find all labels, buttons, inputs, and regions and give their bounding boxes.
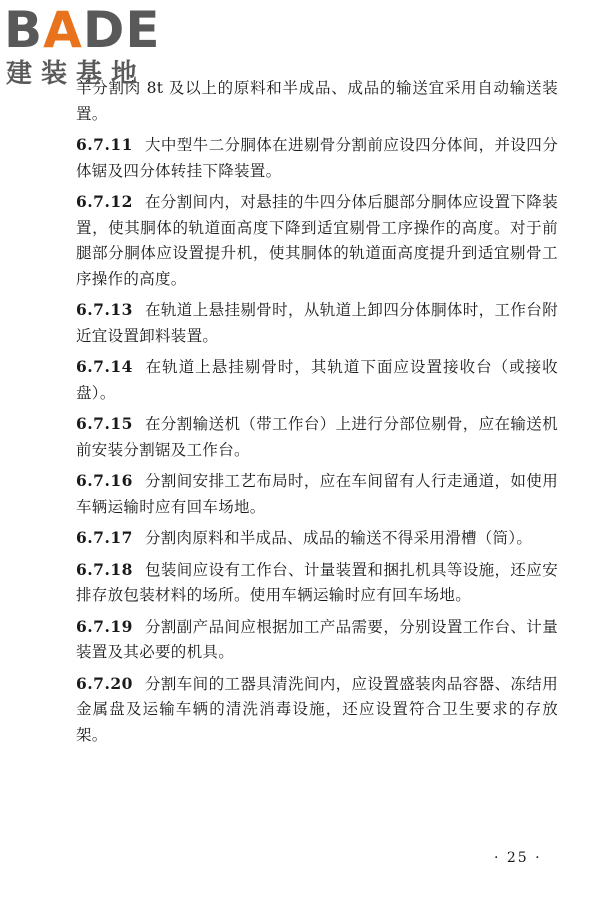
clause-number: 6.7.13 — [76, 300, 133, 319]
clause-number: 6.7.18 — [76, 559, 133, 579]
clause-text: 包装间应设有工作台、计量装置和捆扎机具等设施，还应安排存放包装材料的场所。使用车辆运输时应有回车场地。 — [76, 560, 558, 604]
clause-paragraph — [76, 525, 558, 552]
clause-text: 在轨道上悬挂剔骨时，其轨道下面应设置接收台（或接收盘）。 — [76, 358, 558, 402]
clause-paragraph — [76, 132, 558, 184]
clause-text: 分割间安排工艺布局时，应在车间留有人行走通道，如使用车辆运输时应有回车场地。 — [76, 472, 558, 516]
document-body — [76, 76, 558, 753]
clause-text: 大中型牛二分胴体在进剔骨分割前应设四分体间，并设四分体锯及四分体转挂下降装置。 — [76, 136, 558, 180]
logo-wordmark: BADE — [4, 1, 161, 59]
clause-text: 分割副产品间应根据加工产品需要，分别设置工作台、计量装置及其必要的机具。 — [76, 617, 558, 661]
clause-paragraph — [76, 411, 558, 463]
clause-paragraph — [76, 614, 558, 666]
clause-text: 分割车间的工器具清洗间内，应设置盛装肉品容器、冻结用金属盘及运输车辆的清洗消毒设施，还应设置符合卫生要求的存放架。 — [76, 674, 558, 744]
clause-text: 分割肉原料和半成品、成品的输送不得采用滑槽（筒）。 — [144, 529, 533, 547]
clause-number: 6.7.11 — [76, 135, 133, 154]
clause-paragraph — [76, 297, 558, 349]
clause-text: 在分割间内，对悬挂的牛四分体后腿部分胴体应设置下降装置，使其胴体的轨道面高度下降到适宜剔骨工序操作的高度。对于前腿部分胴体应设置提升机，使其胴体的轨道面高度提升到适宜剔骨工序操作的高度。 — [76, 193, 558, 288]
clause-number: 6.7.19 — [76, 616, 133, 636]
clause-number: 6.7.20 — [76, 673, 133, 693]
clause-paragraph — [76, 354, 558, 406]
clause-number: 6.7.14 — [76, 357, 133, 376]
clause-number: 6.7.12 — [76, 192, 133, 211]
lead-paragraph: 羊分割肉 8t 及以上的原料和半成品、成品的输送宜采用自动输送装置。 — [76, 79, 558, 123]
clause-paragraph — [76, 557, 558, 609]
clause-paragraph — [76, 671, 558, 749]
bade-logo — [4, 2, 176, 94]
clause-paragraph — [76, 468, 558, 520]
page-number: · 25 · — [494, 850, 542, 866]
clause-number: 6.7.16 — [76, 471, 133, 490]
clause-list — [76, 132, 558, 748]
clause-text: 在轨道上悬挂剔骨时，从轨道上卸四分体胴体时，工作台附近宜设置卸料装置。 — [76, 301, 558, 345]
clause-paragraph — [76, 189, 558, 292]
clause-text: 在分割输送机（带工作台）上进行分部位剔骨，应在输送机前安装分割锯及工作台。 — [76, 415, 558, 459]
clause-number: 6.7.17 — [76, 528, 133, 547]
clause-number: 6.7.15 — [76, 414, 133, 433]
logo-subtitle: 建装基地 — [6, 59, 147, 89]
